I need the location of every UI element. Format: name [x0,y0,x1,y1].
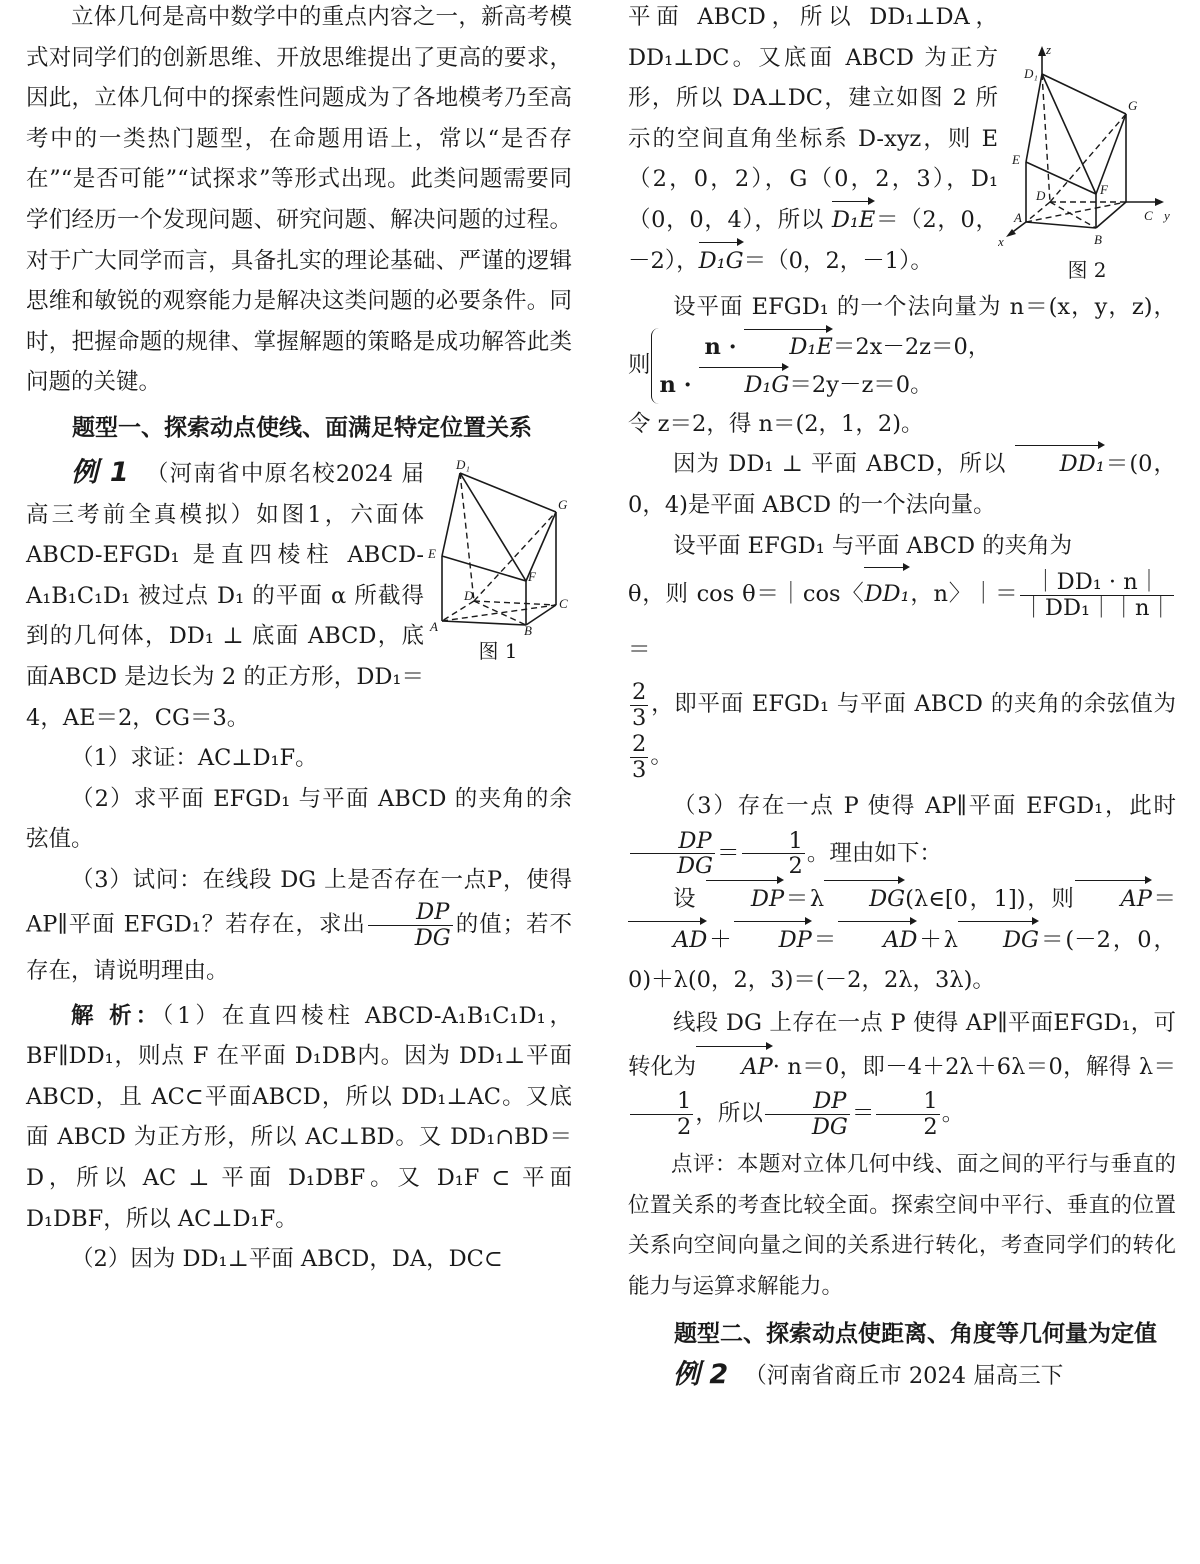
one-half-fraction [742,829,805,880]
one-half-fraction [876,1089,939,1140]
vector-dd1: DD₁ [1015,444,1105,485]
cos-formula [628,566,1176,678]
text: 设 [673,886,698,913]
dp-dg-fraction [630,829,715,880]
fig2-label-y: y [1164,208,1170,223]
fig1-label-a: A [430,618,438,634]
fig2-label-c: C [1144,208,1153,223]
equation-1 [705,334,991,360]
vector-d1g: D₁G [699,366,789,404]
text: 线段 DG 上存在一点 P 使得 AP∥平面EFGD₁，可转化为 [628,1009,1176,1080]
fig1-label-b: B [524,622,532,635]
figure-2-caption: 图 2 [1067,258,1107,282]
frac-den: 2 [923,1113,938,1140]
frac-den: DG [677,853,714,880]
fig2-label-d1: D₁ [1024,66,1038,81]
frac-num: 1 [876,1089,939,1115]
text: 平面 ABCD，所以 DD₁⊥DA，DD₁⊥DC。又底面 ABCD 为正方形，所以 DA⊥DC，建立如图 2 所示的空间直角坐标系 D-xyz，则 E（2，0，2），G（0，2，3），D₁（0，0，4），所以 [628,4,998,233]
text: 因为 DD₁ ⊥ 平面 ABCD，所以 [673,451,1007,478]
fig2-label-z: z [1046,44,1052,57]
n-dot: n · [704,333,745,360]
text: ＝(－2，0，0)＋λ(0，2，3)＝(－2，2λ，3λ)。 [628,926,1176,994]
frac-den: DG [811,1113,848,1140]
text: （3）存在一点 P 使得 AP∥平面 EFGD₁，此时 [673,792,1176,819]
section-heading-1: 题型一、探索动点使线、面满足特定位置关系 [72,414,532,441]
text: ＝ [851,1100,875,1127]
text: ＋λ [917,926,959,953]
fig1-label-d: D [464,587,474,603]
text: ＝2x－2z＝0， [832,333,991,360]
text: ，所以 [695,1100,763,1127]
solution-1 [26,996,572,1240]
frac-num: DP [765,1089,850,1115]
dp-dg-fraction [765,1089,850,1140]
vector-ad: AD [838,920,917,961]
angle-paragraph: 设平面 EFGD₁ 与平面 ABCD 的夹角为 [673,532,1073,559]
fig1-label-c: C [559,595,568,611]
vector-dd1: DD₁ [864,566,909,622]
fig2-label-x: x [998,234,1004,249]
question-3-fraction [368,900,453,951]
fig2-label-d: D [1036,188,1046,203]
intro-paragraph: 立体几何是高中数学中的重点内容之一，新高考模式对同学们的创新思维、开放思维提出了更高的要求，因此，立体几何中的探索性问题成为了各地模考乃至高考中的一类热门题型，在命题用语上，常以“是否存在”“是否可能”“试探求”等形式出现。此类问题需要同学们经历一个发现问题、研究问题、解决问题的过程。对于广大同学而言，具备扎实的理论基础、严谨的逻辑思维和敏锐的观察能力是解决这类问题的必要条件。同时，把握命题的规律、掌握解题的策略是成功解答此类问题的关键。 [26,4,572,396]
text: 。 [650,743,673,770]
fig2-label-g: G [1128,98,1138,113]
vector-d1e: D₁E [832,200,875,241]
vector-dg: DG [824,879,905,920]
equation-system [651,328,991,404]
vector-d1e: D₁E [744,328,832,366]
frac-den: 3 [632,756,647,783]
dd1-paragraph [628,444,1176,525]
frac-num: 2 [632,678,647,705]
text: ＝ [811,926,839,953]
question-3-text: （3）试问：在线段 DG 上是否存在一点P，使得 AP∥平面 EFGD₁？若存在，求出 [26,866,572,938]
text: ＝ [1151,886,1176,913]
frac-num: DP [368,900,453,926]
fig1-label-f: F [528,568,536,584]
text: 。理由如下： [806,839,942,866]
section-heading-2: 题型二、探索动点使距离、角度等几何量为定值 [674,1321,1157,1348]
frac-den: 2 [788,853,803,880]
fig2-label-a: A [1014,210,1022,225]
cos-result [628,678,1176,783]
figure-1-diagram [424,455,572,635]
solution-1-text: （1）在直四棱柱 ABCD-A₁B₁C₁D₁，BF∥DD₁，则点 F 在平面 D₁DB内。因为 DD₁⊥平面 ABCD，且 AC⊂平面ABCD，所以 DD₁⊥AC。又底面 ABCD 为正方形，所以 AC⊥BD。又 DD₁∩BD＝D，所以 AC ⊥ 平面 D₁DBF。又 D₁F ⊂ 平面D₁DBF，所以 AC⊥D₁F。 [26,1002,573,1232]
figure-1-caption: 图 1 [478,638,518,663]
right-column [628,0,1176,1397]
frac-den: 2 [677,1113,692,1140]
example-1-label: 例 1 [71,456,129,488]
text: ＝（0，2，－1）。 [743,247,933,274]
text: ＝λ [784,886,825,913]
text: ＋ [707,926,734,953]
comment-paragraph: 点评：本题对立体几何中线、面之间的平行与垂直的位置关系的考查比较全面。探索空间中平行、垂直的位置关系向空间向量之间的关系进行转化，考查同学们的转化能力与运算求解能力。 [628,1152,1176,1299]
text: ＝2y－z＝0。 [789,371,933,398]
normal-vector-result: 令 z＝2，得 n＝(2，1，2)。 [628,410,924,437]
one-half-fraction [630,1089,693,1140]
part-3-claim [628,783,1176,880]
figure-2 [998,44,1176,286]
vector-ad: AD [628,920,707,961]
frac-num: ｜DD₁ · n｜ [1020,570,1174,596]
solution-2-start: （2）因为 DD₁⊥平面 ABCD，DA，DC⊂ [71,1246,503,1273]
text: θ，则 cos θ＝｜cos〈 [628,581,865,608]
vector-ap: AP [1075,879,1151,920]
question-3 [26,860,572,992]
text: 。 [941,1100,965,1127]
frac-num: 1 [742,829,805,855]
fraction-two-thirds [630,732,648,783]
solve-lambda-paragraph [628,1001,1176,1140]
text: ＝ [717,839,740,866]
fig2-label-f: F [1100,182,1108,197]
normal-vector-paragraph [628,287,1176,404]
fig2-label-b: B [1094,232,1102,247]
vector-dp: DP [734,920,812,961]
fig2-label-e: E [1012,152,1020,167]
example-2-label: 例 2 [673,1359,729,1391]
fig1-label-d1: D₁ [456,456,470,472]
frac-num: 2 [632,731,647,758]
figure-2-diagram [998,44,1176,254]
fig1-label-e: E [428,545,436,561]
text: ，n〉｜＝ [909,581,1019,608]
vector-d1g: D₁G [699,241,744,282]
lambda-paragraph [628,879,1176,1001]
vector-dg: DG [958,920,1039,961]
n-dot: n · [659,371,700,398]
frac-den: 3 [632,704,647,731]
text: ，即平面 EFGD₁ 与平面 ABCD 的夹角的余弦值为 [650,691,1176,718]
example-1-text: （河南省中原名校2024 届高三考前全真模拟）如图1，六面体 ABCD-EFGD₁ 是直四棱柱 ABCD-A₁B₁C₁D₁ 被过点 D₁ 的平面 α 所截得到的几何体，DD₁ ⊥ 底面 ABCD，底面ABCD 是边长为 2 的正方形，DD₁＝4，AE＝2，CG＝3。 [26,460,424,731]
text: ＝（2，0，－2）， [628,206,999,274]
fraction-two-thirds [630,680,648,731]
cos-fraction [1020,570,1174,621]
frac-num: DP [630,829,715,855]
fig1-label-g: G [558,496,568,512]
text: 设平面 EFGD₁ 的一个法向量为 n＝(x，y，z)，则 [628,294,1176,378]
text: · n＝0，即－4＋2λ＋6λ＝0，解得 λ＝ [772,1053,1176,1080]
text: ＝(0，0，4)是平面 ABCD 的一个法向量。 [628,451,1176,518]
vector-dp: DP [706,879,784,920]
example-2 [628,1355,1176,1397]
figure-1 [424,455,572,667]
vector-ap: AP [696,1045,772,1089]
frac-num: 1 [630,1089,693,1115]
question-2: （2）求平面 EFGD₁ 与平面 ABCD 的夹角的余弦值。 [26,785,572,853]
text: ＝ [628,637,651,664]
solution-label: 解 析： [71,1002,163,1029]
frac-den: DG [414,925,451,952]
frac-den: ｜DD₁｜｜n｜ [1022,594,1172,621]
example-2-text: （河南省商丘市 2024 届高三下 [744,1363,1064,1390]
question-3-text-end: 的值；若不存在，请说明理由。 [26,911,572,984]
question-1: （1）求证：AC⊥D₁F。 [71,745,318,772]
left-column [26,0,572,1280]
equation-2 [660,372,933,398]
text: (λ∈[0，1])，则 [905,886,1076,913]
